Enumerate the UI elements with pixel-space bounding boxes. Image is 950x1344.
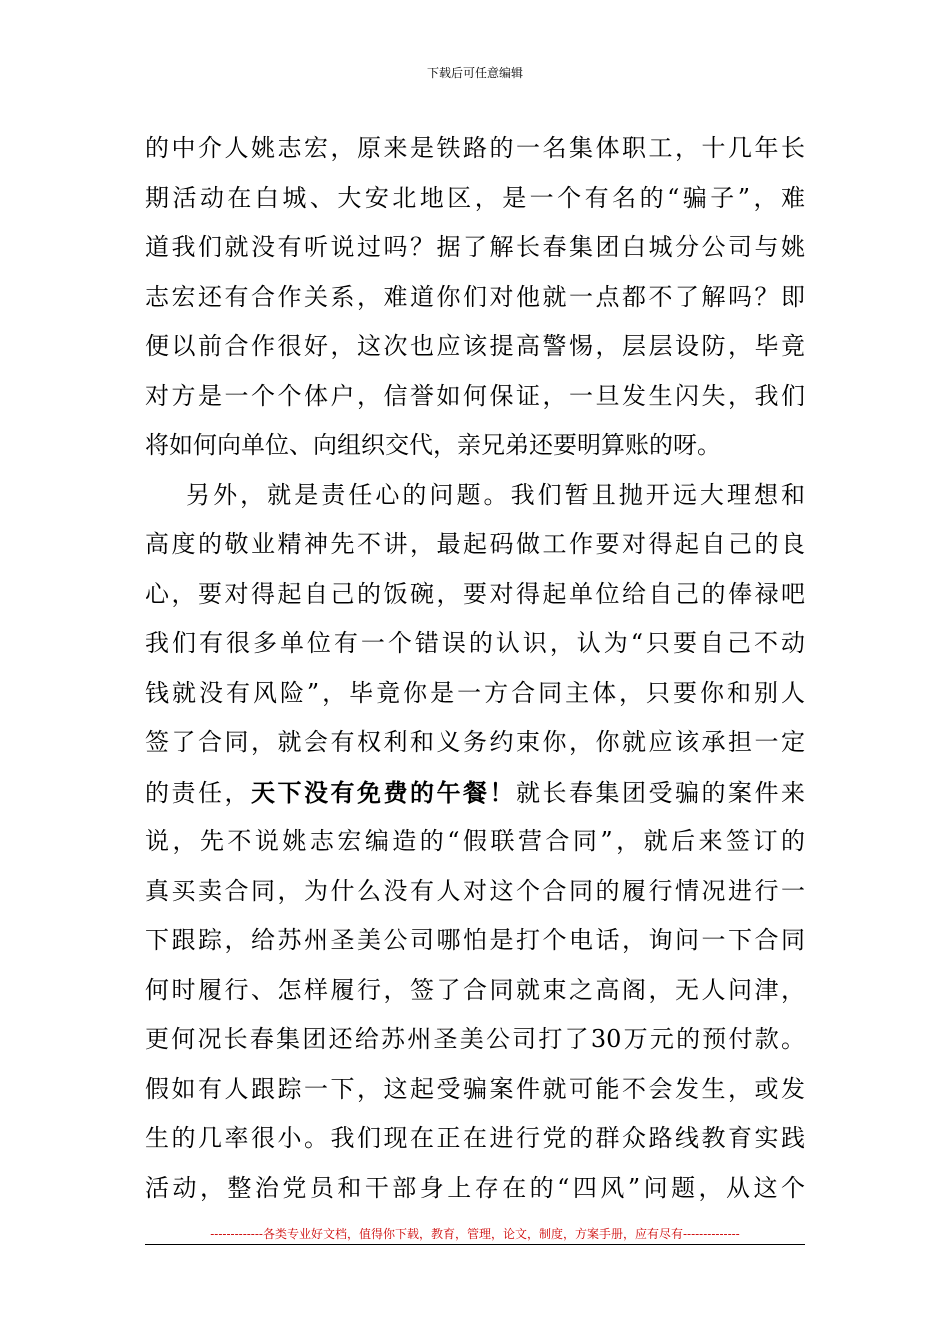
text-line: 高度的敬业精神先不讲，最起码做工作要对得起自己的良 [145, 530, 805, 558]
text-line-with-emphasis [145, 768, 805, 818]
text-line: 便以前合作很好，这次也应该提高警惕，层层设防，毕竟 [145, 332, 805, 360]
text-line: 志宏还有合作关系，难道你们对他就一点都不了解吗？即 [145, 282, 805, 311]
text-segment: 就长春集团受骗的案件来 [516, 778, 805, 807]
text-line: 对方是一个个体户，信誉如何保证，一旦发生闪失，我们 [145, 381, 805, 410]
text-line: 生的几率很小。我们现在正在进行党的群众路线教育实践 [145, 1124, 805, 1152]
text-line: 心，要对得起自己的饭碗，要对得起单位给自己的俸禄吧 [145, 579, 805, 608]
page-header: 下载后可任意编辑 [426, 66, 523, 80]
text-line: 假如有人跟踪一下，这起受骗案件就可能不会发生，或发 [145, 1074, 805, 1103]
document-body [145, 124, 805, 1213]
text-line: 下跟踪，给苏州圣美公司哪怕是打个电话，询问一下合同 [145, 926, 805, 954]
text-line: 签了合同，就会有权利和义务约束你，你就应该承担一定 [145, 728, 805, 756]
footer-divider [145, 1244, 805, 1245]
text-line: 的中介人姚志宏，原来是铁路的一名集体职工，十几年长 [145, 134, 805, 162]
page-footer: -------------各类专业好文档，值得你下载，教育，管理，论文，制度，方案手册，应有尽有-------------- [210, 1227, 740, 1241]
text-line: 说，先不说姚志宏编造的“假联营合同”，就后来签订的 [145, 827, 805, 855]
text-line-content: 另外，就是责任心的问题。我们暂且抛开远大理想和 [183, 480, 805, 509]
text-line [145, 471, 805, 521]
emphasis-text: 天下没有免费的午餐！ [251, 777, 516, 807]
text-line: 期活动在白城、大安北地区，是一个有名的“骗子”，难 [145, 183, 805, 212]
text-segment: 的责任， [145, 778, 251, 807]
text-line: 将如何向单位、向组织交代，亲兄弟还要明算账的呀。 [145, 431, 721, 459]
text-line: 我们有很多单位有一个错误的认识，认为“只要自己不动 [145, 629, 805, 657]
text-line: 何时履行、怎样履行，签了合同就束之高阁，无人问津， [145, 975, 805, 1004]
text-line: 更何况长春集团还给苏州圣美公司打了30万元的预付款。 [145, 1025, 805, 1053]
text-line: 真买卖合同，为什么没有人对这个合同的履行情况进行一 [145, 876, 805, 905]
text-line: 钱就没有风险”，毕竟你是一方合同主体，只要你和别人 [145, 678, 805, 707]
text-line: 活动，整治党员和干部身上存在的“四风”问题，从这个 [145, 1173, 805, 1202]
text-line: 道我们就没有听说过吗？据了解长春集团白城分公司与姚 [145, 233, 805, 261]
